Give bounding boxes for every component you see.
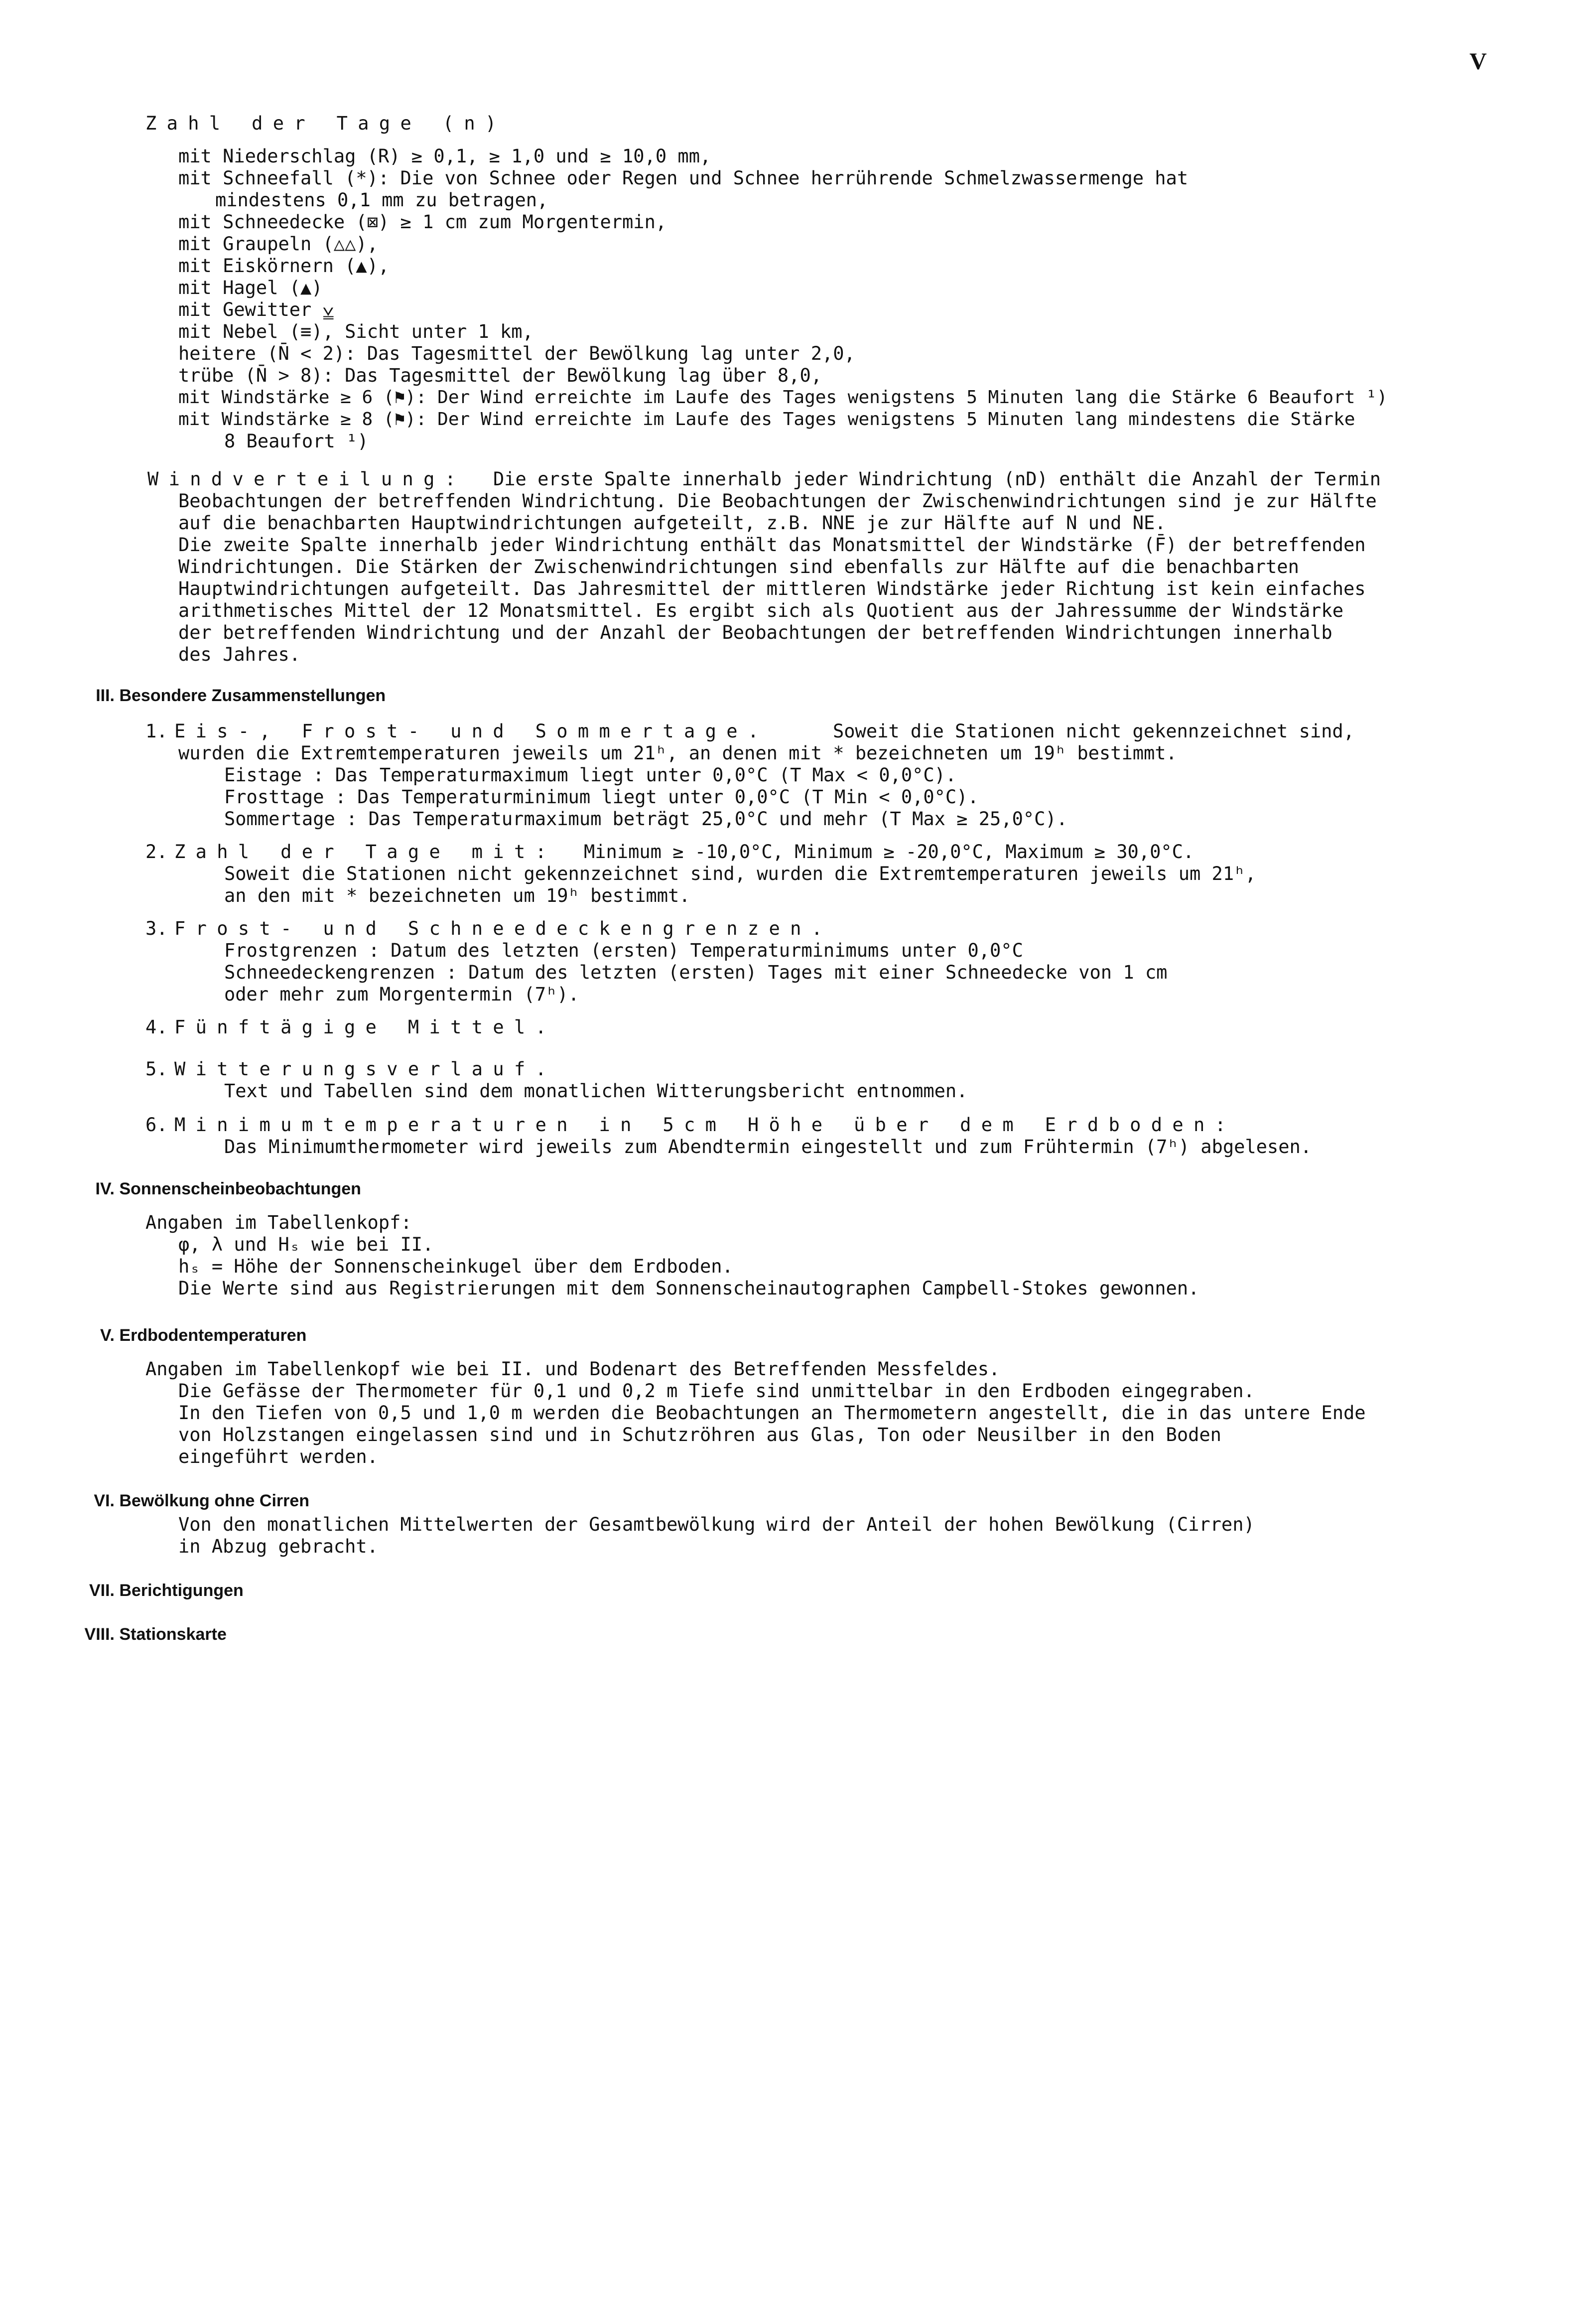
zdt-line: mit Eiskörnern (▲), — [178, 255, 390, 277]
wind-line: auf die benachbarten Hauptwindrichtungen aufgeteilt, z.B. NNE je zur Hälfte auf N und NE. — [178, 512, 1166, 534]
section-4-line: φ, λ und Hₛ wie bei II. — [178, 1234, 434, 1255]
windverteilung-title: Windverteilung: — [147, 468, 466, 490]
section-numeral: V. — [100, 1326, 115, 1345]
item-line: Frosttage : Das Temperaturminimum liegt unter 0,0°C (T Min < 0,0°C). — [224, 786, 979, 808]
item-line: Minimum ≥ -10,0°C, Minimum ≥ -20,0°C, Maximum ≥ 30,0°C. — [584, 841, 1195, 863]
item-number: 5. — [145, 1058, 168, 1080]
item-title: Witterungsverlauf. — [174, 1058, 557, 1080]
zahl-der-tage-title: Zahl der Tage (n) — [145, 113, 507, 134]
section-title: Bewölkung ohne Cirren — [119, 1491, 310, 1510]
item-number: 1. — [145, 721, 168, 742]
zdt-line: mit Nebel (≡), Sicht unter 1 km, — [178, 321, 533, 342]
item-line: Sommertage : Das Temperaturmaximum beträgt 25,0°C und mehr (T Max ≥ 25,0°C). — [224, 808, 1067, 830]
item-title: Eis-, Frost- und Sommertage. — [174, 721, 769, 742]
item-line: Frostgrenzen : Datum des letzten (ersten) Temperaturminimums unter 0,0°C — [224, 940, 1023, 961]
wind-line: Beobachtungen der betreffenden Windrichtung. Die Beobachtungen der Zwischenwindrichtungen sind je zur Hälfte — [178, 490, 1377, 512]
zdt-line: mit Windstärke ≥ 6 (⚑): Der Wind erreichte im Laufe des Tages wenigstens 5 Minuten lang die Stärke 6 Beaufort ¹) — [178, 387, 1388, 408]
section-7-heading — [0, 1580, 244, 1601]
zdt-line: mit Niederschlag (R) ≥ 0,1, ≥ 1,0 und ≥ 10,0 mm, — [178, 145, 711, 167]
section-title: Sonnenscheinbeobachtungen — [119, 1179, 361, 1198]
page-number: V — [1469, 48, 1487, 75]
item-line: Text und Tabellen sind dem monatlichen Witterungsbericht entnommen. — [224, 1080, 968, 1102]
item-title: Zahl der Tage mit: — [174, 841, 557, 863]
wind-line: Die erste Spalte innerhalb jeder Windrichtung (nD) enthält die Anzahl der Termin — [493, 468, 1381, 490]
section-title: Stationskarte — [119, 1625, 227, 1644]
wind-line: arithmetisches Mittel der 12 Monatsmittel. Es ergibt sich als Quotient aus der Jahressumme der Windstärke — [178, 600, 1343, 621]
section-4-line: hₛ = Höhe der Sonnenscheinkugel über dem Erdboden. — [178, 1256, 733, 1277]
section-3-heading — [0, 685, 386, 707]
item-line: Soweit die Stationen nicht gekennzeichnet sind, wurden die Extremtemperaturen jeweils um 21ʰ, — [224, 863, 1256, 884]
zdt-line: heitere (N̄ < 2): Das Tagesmittel der Bewölkung lag unter 2,0, — [178, 343, 855, 364]
item-number: 2. — [145, 841, 168, 863]
section-8-heading — [0, 1623, 227, 1645]
item-line: wurden die Extremtemperaturen jeweils um 21ʰ, an denen mit * bezeichneten um 19ʰ bestimmt. — [178, 742, 1177, 764]
zdt-line: 8 Beaufort ¹) — [224, 431, 369, 452]
wind-line: Die zweite Spalte innerhalb jeder Windrichtung enthält das Monatsmittel der Windstärke (F̄) der betreffenden — [178, 534, 1366, 556]
item-line: Schneedeckengrenzen : Datum des letzten (ersten) Tages mit einer Schneedecke von 1 cm — [224, 962, 1168, 983]
wind-line: Windrichtungen. Die Stärken der Zwischenwindrichtungen sind ebenfalls zur Hälfte auf die benachbarten — [178, 556, 1299, 578]
section-numeral: IV. — [95, 1179, 115, 1198]
section-numeral: VII. — [89, 1581, 115, 1600]
zdt-line: mindestens 0,1 mm zu betragen, — [215, 189, 548, 211]
item-number: 3. — [145, 918, 168, 939]
item-title: Frost- und Schneedeckengrenzen. — [174, 918, 833, 939]
section-4-line: Angaben im Tabellenkopf: — [145, 1212, 412, 1233]
item-line: an den mit * bezeichneten um 19ʰ bestimmt. — [224, 885, 690, 906]
item-title: Fünftägige Mittel. — [174, 1016, 557, 1038]
section-numeral: III. — [96, 686, 115, 705]
section-6-line: in Abzug gebracht. — [178, 1536, 378, 1557]
wind-line: Hauptwindrichtungen aufgeteilt. Das Jahresmittel der mittleren Windstärke jeder Richtung ist kein einfaches — [178, 578, 1366, 599]
section-5-line: Die Gefässe der Thermometer für 0,1 und 0,2 m Tiefe sind unmittelbar in den Erdboden eingegraben. — [178, 1380, 1255, 1402]
section-numeral: VI. — [94, 1491, 115, 1510]
zdt-line: mit Hagel (▲) — [178, 277, 323, 298]
item-line: oder mehr zum Morgentermin (7ʰ). — [224, 984, 579, 1005]
zdt-line: trübe (N̄ > 8): Das Tagesmittel der Bewölkung lag über 8,0, — [178, 365, 822, 386]
section-title: Berichtigungen — [119, 1581, 244, 1600]
section-5-heading — [0, 1324, 306, 1346]
item-number: 6. — [145, 1114, 168, 1136]
section-4-line: Die Werte sind aus Registrierungen mit dem Sonnenscheinautographen Campbell-Stokes gewonnen. — [178, 1278, 1199, 1299]
zdt-line: mit Graupeln (△△), — [178, 233, 378, 255]
wind-line: der betreffenden Windrichtung und der Anzahl der Beobachtungen der betreffenden Windrichtungen innerhalb — [178, 622, 1332, 643]
wind-line: des Jahres. — [178, 644, 301, 665]
item-line: Soweit die Stationen nicht gekennzeichnet sind, — [833, 721, 1354, 742]
section-5-line: eingeführt werden. — [178, 1446, 378, 1467]
zdt-line: mit Windstärke ≥ 8 (⚑): Der Wind erreichte im Laufe des Tages wenigstens 5 Minuten lang mindestens die Stärke — [178, 409, 1355, 430]
item-line: Das Minimumthermometer wird jeweils zum Abendtermin eingestellt und zum Frühtermin (7ʰ) abgelesen. — [224, 1136, 1312, 1157]
section-numeral: VIII. — [84, 1625, 115, 1644]
section-title: Erdbodentemperaturen — [119, 1326, 307, 1345]
item-title: Minimumtemperaturen in 5cm Höhe über dem Erdboden: — [174, 1114, 1236, 1136]
section-6-line: Von den monatlichen Mittelwerten der Gesamtbewölkung wird der Anteil der hohen Bewölkung (Cirren) — [178, 1514, 1255, 1535]
item-number: 4. — [145, 1016, 168, 1038]
zdt-line: mit Schneefall (*): Die von Schnee oder Regen und Schnee herrührende Schmelzwassermenge hat — [178, 167, 1189, 189]
section-5-line: In den Tiefen von 0,5 und 1,0 m werden die Beobachtungen an Thermometern angestellt, die in das untere Ende — [178, 1402, 1366, 1424]
section-5-line: Angaben im Tabellenkopf wie bei II. und Bodenart des Betreffenden Messfeldes. — [145, 1358, 1000, 1380]
section-title: Besondere Zusammenstellungen — [119, 686, 386, 705]
section-4-heading — [0, 1178, 361, 1200]
section-5-line: von Holzstangen eingelassen sind und in Schutzröhren aus Glas, Ton oder Neusilber in den Boden — [178, 1424, 1221, 1445]
section-6-heading — [0, 1490, 309, 1512]
zdt-line: mit Schneedecke (⊠) ≥ 1 cm zum Morgentermin, — [178, 211, 667, 233]
zdt-line: mit Gewitter ⩣ — [178, 299, 334, 320]
item-line: Eistage : Das Temperaturmaximum liegt unter 0,0°C (T Max < 0,0°C). — [224, 764, 957, 786]
